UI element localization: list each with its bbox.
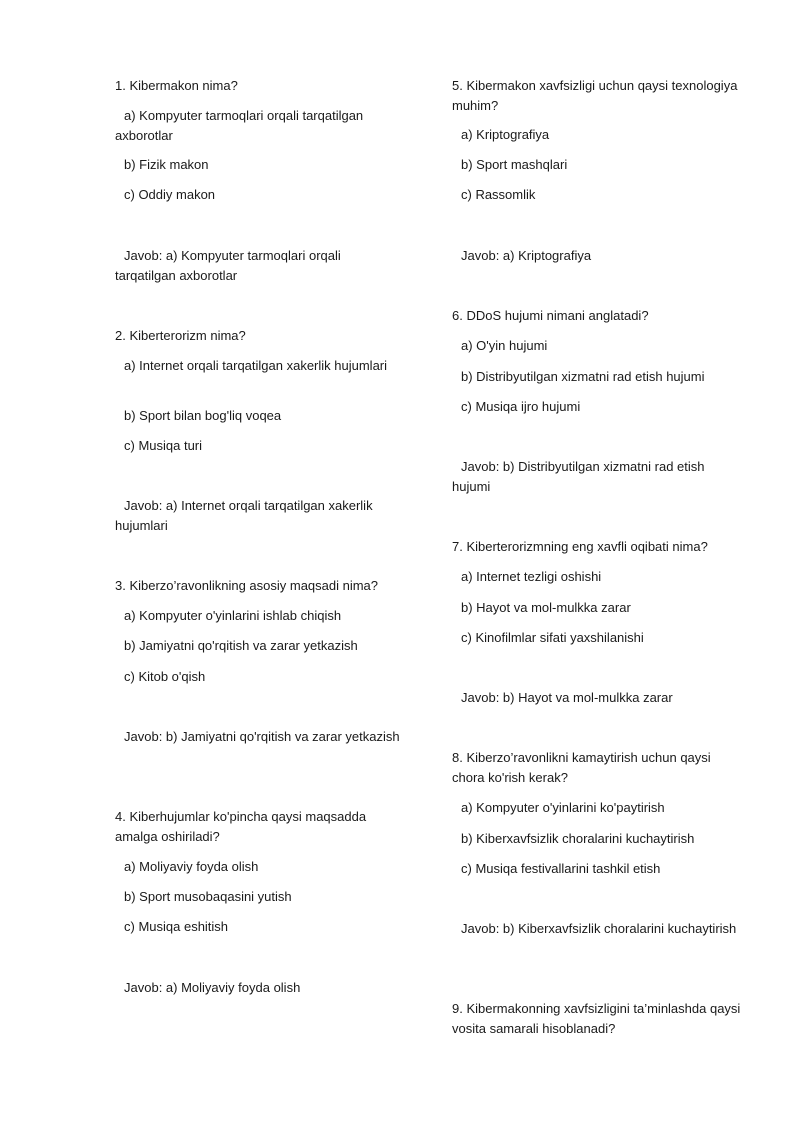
answer-6: Javob: b) Distribyutilgan xizmatni rad etish hujumi	[452, 459, 705, 494]
question-4: 4. Kiberhujumlar ko'pincha qaysi maqsadda amalga oshiriladi?	[115, 809, 367, 844]
option-8a: a) Kompyuter o'yinlarini ko'paytirish	[461, 800, 665, 815]
question-2: 2. Kiberterorizm nima?	[115, 328, 246, 343]
option-3a: a) Kompyuter o'yinlarini ishlab chiqish	[124, 608, 342, 623]
option-7b: b) Hayot va mol-mulkka zarar	[461, 600, 631, 615]
option-1a: a) Kompyuter tarmoqlari orqali tarqatilgan axborotlar	[115, 108, 364, 143]
answer-5: Javob: a) Kriptografiya	[461, 248, 592, 263]
option-3c: c) Kitob o'qish	[124, 669, 206, 684]
option-1b: b) Fizik makon	[124, 157, 209, 172]
option-2a: a) Internet orqali tarqatilgan xakerlik hujumlari	[124, 358, 388, 373]
option-2b: b) Sport bilan bog'liq voqea	[124, 408, 282, 423]
option-1c: c) Oddiy makon	[124, 187, 216, 202]
option-4b: b) Sport musobaqasini yutish	[124, 889, 292, 904]
question-3: 3. Kiberzo’ravonlikning asosiy maqsadi nima?	[115, 578, 379, 593]
answer-1: Javob: a) Kompyuter tarmoqlari orqali tarqatilgan axborotlar	[115, 248, 341, 283]
option-8b: b) Kiberxavfsizlik choralarini kuchaytirish	[461, 831, 695, 846]
question-5: 5. Kibermakon xavfsizligi uchun qaysi texnologiya muhim?	[452, 78, 738, 113]
option-4c: c) Musiqa eshitish	[124, 919, 229, 934]
question-8: 8. Kiberzo’ravonlikni kamaytirish uchun qaysi chora ko'rish kerak?	[452, 750, 711, 785]
option-6a: a) O'yin hujumi	[461, 338, 548, 353]
option-8c: c) Musiqa festivallarini tashkil etish	[461, 861, 661, 876]
answer-3: Javob: b) Jamiyatni qo'rqitish va zarar yetkazish	[124, 729, 400, 744]
option-7a: a) Internet tezligi oshishi	[461, 569, 602, 584]
question-9: 9. Kibermakonning xavfsizligini ta’minlashda qaysi vosita samarali hisoblanadi?	[452, 1001, 741, 1036]
answer-4: Javob: a) Moliyaviy foyda olish	[124, 980, 301, 995]
question-6: 6. DDoS hujumi nimani anglatadi?	[452, 308, 649, 323]
question-7: 7. Kiberterorizmning eng xavfli oqibati nima?	[452, 539, 708, 554]
answer-2: Javob: a) Internet orqali tarqatilgan xakerlik hujumlari	[115, 498, 373, 533]
option-4a: a) Moliyaviy foyda olish	[124, 859, 259, 874]
answer-7: Javob: b) Hayot va mol-mulkka zarar	[461, 690, 673, 705]
option-5c: c) Rassomlik	[461, 187, 536, 202]
option-6b: b) Distribyutilgan xizmatni rad etish hujumi	[461, 369, 705, 384]
question-1: 1. Kibermakon nima?	[115, 78, 238, 93]
option-5a: a) Kriptografiya	[461, 127, 550, 142]
option-7c: c) Kinofilmlar sifati yaxshilanishi	[461, 630, 644, 645]
option-2c: c) Musiqa turi	[124, 438, 203, 453]
option-6c: c) Musiqa ijro hujumi	[461, 399, 581, 414]
option-5b: b) Sport mashqlari	[461, 157, 568, 172]
answer-8: Javob: b) Kiberxavfsizlik choralarini kuchaytirish	[461, 921, 737, 936]
option-3b: b) Jamiyatni qo'rqitish va zarar yetkazish	[124, 638, 358, 653]
